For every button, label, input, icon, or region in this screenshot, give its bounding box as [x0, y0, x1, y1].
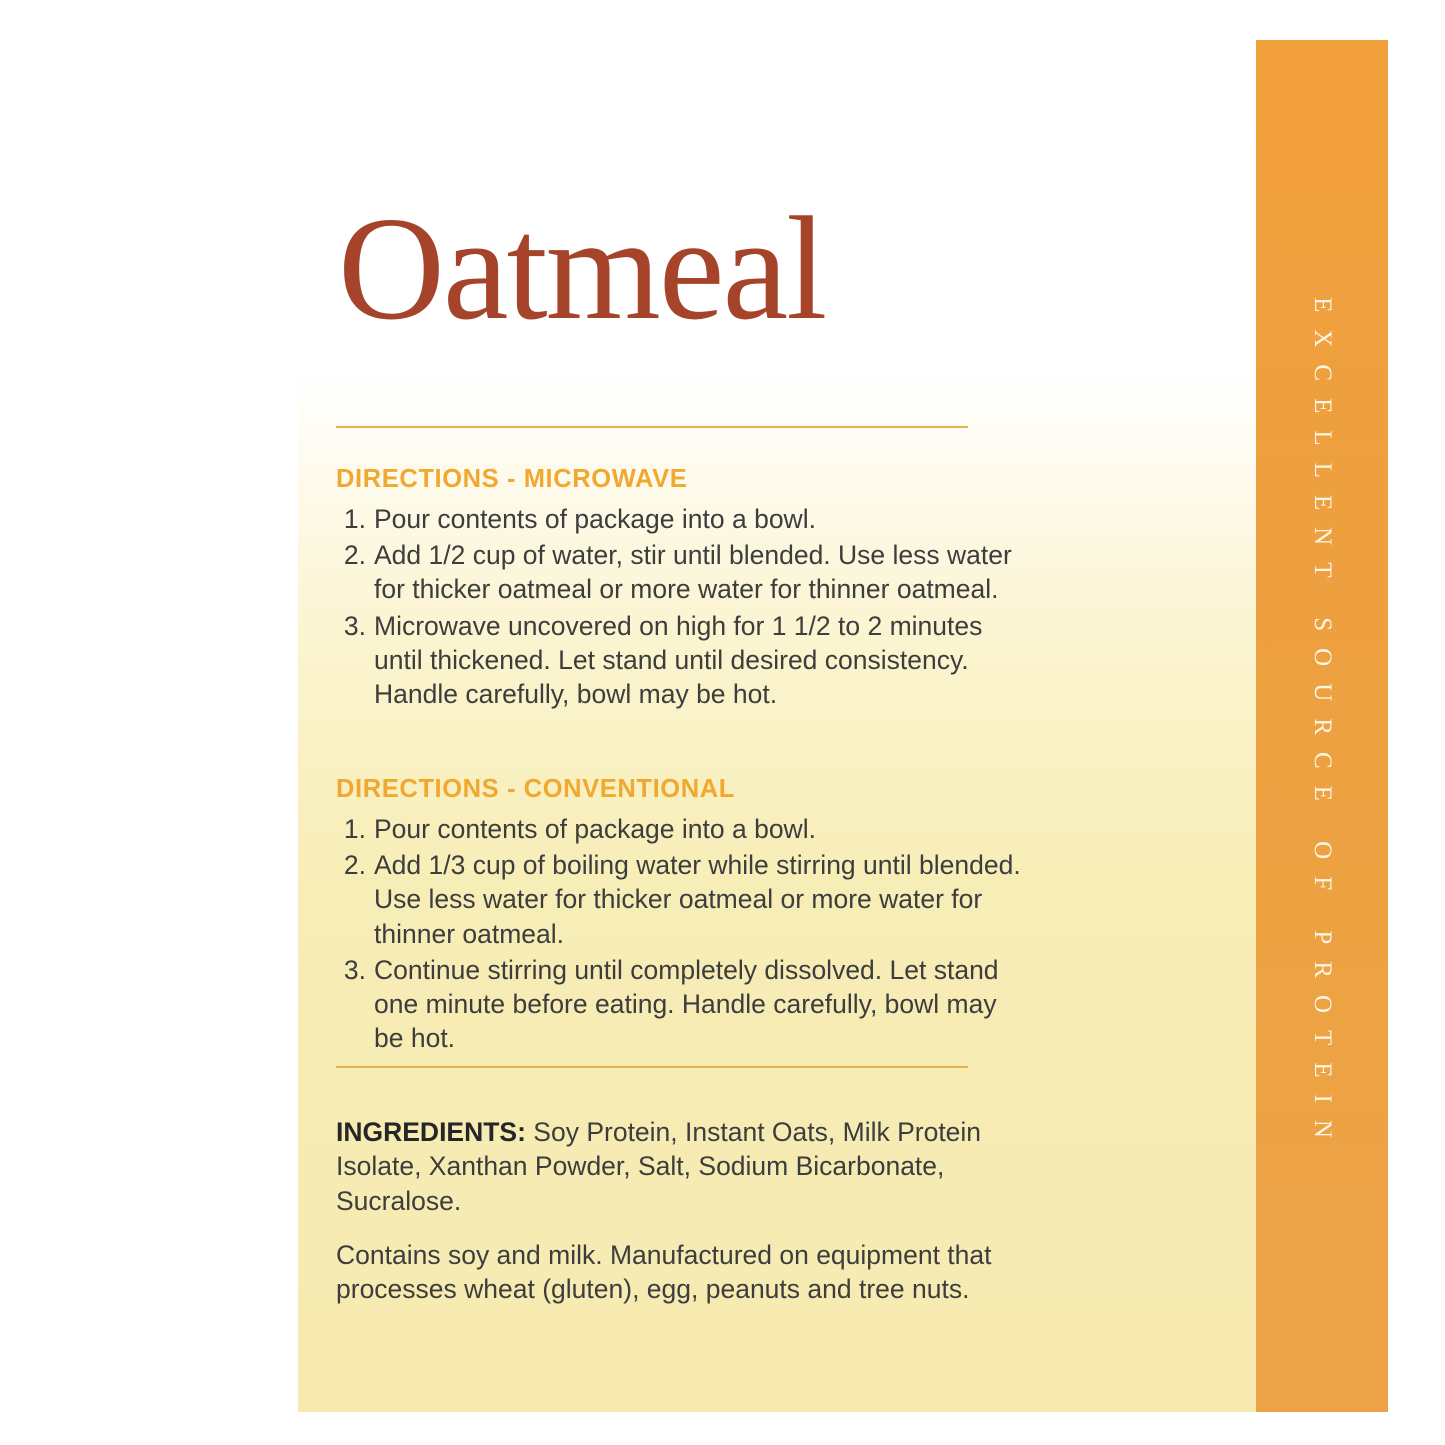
side-banner-text: EXCELLENT SOURCE OF PROTEIN: [1309, 297, 1336, 1155]
step-number: 2.: [343, 850, 366, 881]
step-number: 2.: [343, 540, 366, 571]
list-item: [336, 848, 1026, 951]
step-number: 1.: [343, 504, 366, 534]
step-text: Pour contents of package into a bowl.: [374, 504, 816, 534]
directions-conventional-heading: DIRECTIONS - CONVENTIONAL: [336, 775, 735, 803]
directions-conventional-block: [336, 775, 1026, 1057]
divider-top: [336, 426, 968, 428]
list-item: [336, 538, 1026, 606]
step-text: Microwave uncovered on high for 1 1/2 to 2 minutes until thickened. Let stand until desired consistency. Handle carefully, bowl may be hot.: [374, 610, 983, 709]
package-panel: [298, 40, 1388, 1412]
product-title: Oatmeal: [338, 187, 826, 351]
divider-middle: [336, 1066, 968, 1068]
package-front-content: [298, 40, 1256, 1412]
ingredients-label: INGREDIENTS:: [336, 1117, 526, 1147]
step-text: Add 1/2 cup of water, stir until blended. Use less water for thicker oatmeal or more water for thinner oatmeal.: [374, 540, 1012, 605]
step-text: Pour contents of package into a bowl.: [374, 814, 816, 844]
step-text: Add 1/3 cup of boiling water while stirring until blended. Use less water for thicker oatmeal or more water for thinner oatmeal.: [374, 850, 1021, 949]
list-item: [336, 953, 1026, 1056]
list-item: [336, 502, 1026, 536]
directions-microwave-heading: DIRECTIONS - MICROWAVE: [336, 465, 688, 493]
allergen-note: Contains soy and milk. Manufactured on equipment that processes wheat (gluten), egg, peanuts and tree nuts.: [336, 1240, 992, 1305]
step-text: Continue stirring until completely dissolved. Let stand one minute before eating. Handle carefully, bowl may be hot.: [374, 954, 999, 1054]
step-number: 3.: [343, 954, 366, 985]
step-number: 1.: [343, 814, 366, 844]
list-item: [336, 609, 1026, 712]
step-number: 3.: [343, 610, 366, 641]
directions-microwave-list: [336, 502, 1026, 711]
directions-conventional-list: [336, 812, 1026, 1055]
list-item: [336, 812, 1026, 846]
side-banner: [1256, 40, 1388, 1412]
directions-microwave-block: [336, 465, 1026, 713]
ingredients-paragraph: [336, 1115, 1036, 1218]
ingredients-text: Soy Protein, Instant Oats, Milk Protein Isolate, Xanthan Powder, Salt, Sodium Bicarbonate, Sucralose.: [336, 1117, 982, 1216]
